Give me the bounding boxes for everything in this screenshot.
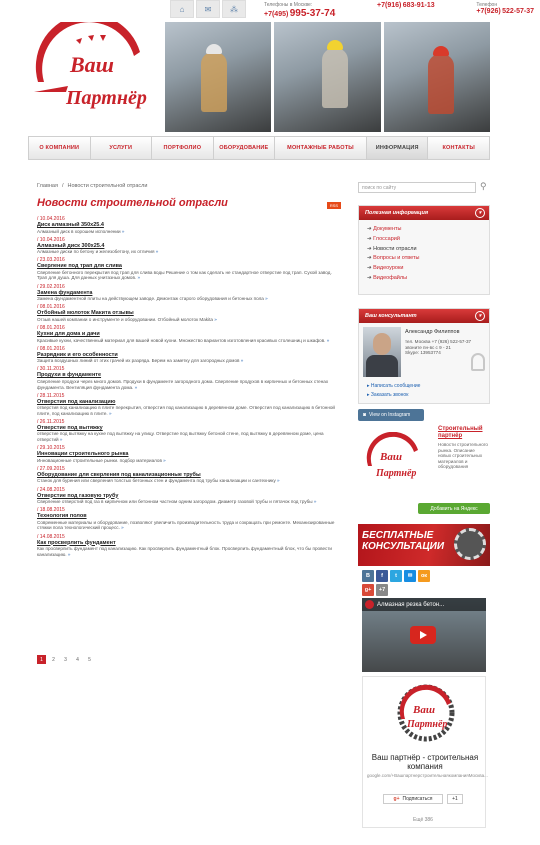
rss-icon[interactable]: RSS (327, 202, 341, 209)
news-description-text: Отзыв нашей компании о инструменте и оборудовании. Отбойный молоток Makita (37, 316, 213, 322)
consultant-header (359, 309, 489, 323)
news-item (37, 325, 342, 343)
social-share-icon[interactable]: В (362, 570, 374, 582)
news-title[interactable]: Диск алмазный 350x25.4 (37, 222, 104, 228)
page-link[interactable]: 5 (88, 656, 91, 663)
consultant-photo (363, 327, 401, 377)
useful-info-header (359, 206, 489, 220)
news-description-text: Как просверлить фундамент под канализацию. Как просверлить фундаментный блок. Просверлить фундаментный блок, что бы провести канализацию. (37, 546, 333, 557)
news-description (37, 229, 342, 235)
instagram-button[interactable] (358, 409, 424, 421)
news-description-text: Сверление отверстий под газ в кирпичном или бетонном частном одним загородом. Диаметр газовой трубы и пятачок под трубы (37, 499, 313, 505)
news-date: / 08.01.2016 (37, 325, 65, 332)
news-title[interactable]: Как просверлить фундамент (37, 539, 116, 546)
phone-number[interactable]: 522-57-37 (502, 8, 534, 15)
useful-info-title: Полезная информация (365, 210, 429, 216)
news-title[interactable]: Оборудование для сверления под канализационные трубы (37, 471, 201, 478)
useful-info-item[interactable]: ➔ Новости отрасли (367, 245, 481, 255)
youtube-channel-logo (391, 683, 461, 743)
news-title[interactable]: Замена фундамента (37, 289, 93, 296)
nav-installation[interactable]: МОНТАЖНЫЕ РАБОТЫ (274, 136, 366, 160)
news-item (37, 257, 342, 281)
news-title[interactable]: Инновации строительного рынка (37, 451, 129, 458)
consultant-skype[interactable]: Skype: 13953774 (405, 350, 441, 356)
instagram-description: Новости строительного рынка. Описание новых строительных материалов и оборудования (438, 442, 488, 470)
phone-prefix: +7(926) (476, 8, 501, 15)
news-description (37, 499, 342, 505)
news-description-text: Алмазные диски по бетону и железобетону, их отличия (37, 249, 155, 255)
svg-text:Партнёр: Партнёр (407, 719, 448, 730)
news-item (37, 237, 342, 255)
news-title[interactable]: Технология полов (37, 513, 87, 520)
phone-prefix: +7(495) (264, 11, 289, 18)
consultant-box (358, 308, 490, 404)
news-title[interactable]: Алмазный диск 300x25.4 (37, 242, 105, 249)
social-share-icon[interactable]: ок (418, 570, 430, 582)
phone-number[interactable]: 683-91-13 (402, 2, 435, 9)
read-more-link[interactable]: » (163, 457, 166, 463)
social-buttons (362, 570, 432, 596)
useful-info-item[interactable]: ➔ Видеофайлы (367, 274, 481, 284)
useful-info-list (359, 220, 489, 289)
read-more-link[interactable]: » (121, 525, 124, 531)
news-description (37, 317, 342, 323)
read-more-link[interactable]: » (214, 316, 217, 322)
news-item (37, 346, 342, 364)
nav-equipment[interactable]: ОБОРУДОВАНИЕ (213, 136, 275, 160)
news-description (37, 270, 342, 281)
read-more-link[interactable]: » (313, 499, 317, 505)
page-link[interactable]: 4 (76, 656, 79, 663)
news-item (37, 304, 342, 322)
chevron-down-icon[interactable]: ▾ (475, 208, 485, 218)
read-more-link[interactable]: » (155, 249, 159, 255)
consultant-phone: тел. Москва +7 (926) 522-57-37 звоните пн-вс с 9 - 21 (405, 339, 472, 350)
read-more-link[interactable]: » (134, 384, 138, 390)
instagram-logo (362, 432, 422, 486)
news-description-text: отверстие под вытяжку на кухне под вытяжку на улицу. Отверстие под вытяжку бетоной стене, под вытяжку в деревянном доме, цена отверстий (37, 431, 324, 443)
search-icon[interactable]: ⚲ (480, 181, 487, 191)
news-title[interactable]: Отверстие под вытяжку (37, 424, 103, 431)
news-description-text: Красивые кухни, качественный материал для вашей новой кухни. Множество вариантов изготовления красивых столешниц и шкафов. (37, 337, 326, 343)
news-title[interactable]: Кухни для дома и дачи (37, 331, 100, 338)
useful-info-item[interactable]: ➔ Вопросы и ответы (367, 254, 481, 264)
news-date: / 08.01.2016 (37, 304, 65, 311)
phone-block-3 (476, 2, 534, 19)
useful-info-item[interactable]: ➔ Глоссарий (367, 235, 481, 245)
read-more-link[interactable]: » (109, 410, 112, 416)
news-date: / 10.04.2016 (37, 236, 65, 243)
phone-block-1 (264, 2, 335, 19)
main-nav (28, 136, 490, 160)
news-item (37, 216, 342, 234)
home-icon[interactable]: ⌂ (170, 0, 194, 18)
phone-label: Телефоны в Москве: (264, 2, 313, 8)
video-player[interactable] (362, 598, 486, 672)
useful-info-box (358, 205, 490, 295)
news-item (37, 419, 342, 443)
page-link[interactable]: 3 (64, 656, 67, 663)
order-call-label: Заказать звонок (370, 392, 409, 398)
news-description (37, 296, 342, 302)
header-banner (165, 22, 490, 132)
instagram-card (358, 424, 490, 502)
news-date: / 10.04.2016 (37, 216, 65, 222)
banner-photo-1 (165, 22, 271, 132)
mail-icon[interactable]: ✉ (196, 0, 220, 18)
consultant-card (359, 323, 489, 405)
news-description-text: Сверление бетонного перекрытия под трап для слива воды Решение о том как сделать не стандартное отверстие под трап. Сухой завод. Трап для душа. Для данных унитазных домов. (37, 269, 332, 281)
youtube-card (362, 676, 486, 828)
video-title-bar (362, 598, 486, 611)
news-item (37, 393, 342, 417)
read-more-link[interactable]: » (67, 551, 71, 557)
phone-block-2 (377, 2, 435, 19)
news-date: / 28.11.2015 (37, 392, 65, 399)
news-description (37, 458, 342, 464)
news-description-text: Сверление продухи через много домов. Продухи в фундаменте загородного дома. Сверление продухов в кирпичных и бетонных стенах фундамента. Вентиляция фундамента дома. (37, 378, 329, 390)
news-description-text: Инновационные строительные рынки. подбор материалов (37, 457, 162, 463)
social-share-icon[interactable]: t (390, 570, 402, 582)
useful-info-item[interactable]: ➔ Документы (367, 225, 481, 235)
news-title[interactable]: Сверление под трап для слива (37, 263, 122, 270)
top-icons (170, 0, 246, 18)
news-description (37, 338, 342, 344)
news-title[interactable]: Продухи в фундаменте (37, 372, 102, 379)
social-share-icon[interactable]: +7 (376, 584, 388, 596)
instagram-title[interactable]: Строительный партнёр (438, 426, 483, 439)
news-item (37, 366, 342, 390)
page-title: Новости строительной отрасли (37, 197, 228, 209)
free-banner-line2: КОНСУЛЬТАЦИИ (362, 541, 445, 552)
news-description-text: Современные материалы и оборудование, позволяют увеличить производительность труда и сокращать при ремонте. Механизированные стяжки пола технологический процесс. (37, 519, 335, 531)
chevron-down-icon[interactable]: ▾ (475, 311, 485, 321)
news-date: / 18.08.2015 (37, 507, 65, 514)
site-logo[interactable] (28, 22, 156, 122)
read-more-link[interactable]: » (137, 275, 141, 281)
news-item (37, 534, 342, 558)
instagram-label: View on Instagram (369, 412, 411, 418)
yandex-button[interactable]: Добавить на Яндекс (418, 503, 490, 514)
news-date: / 30.11.2015 (37, 366, 65, 373)
news-title[interactable]: Разрядник и его особенности (37, 351, 118, 358)
social-share-icon[interactable]: f (376, 570, 388, 582)
page-link[interactable]: 1 (37, 655, 46, 664)
write-message-label: Написать сообщение (370, 383, 421, 389)
consultant-contacts (405, 339, 475, 356)
news-title[interactable]: Отбойный молоток Макита отзывы (37, 310, 134, 317)
nav-portfolio[interactable]: ПОРТФОЛИО (151, 136, 213, 160)
news-description (37, 478, 342, 484)
banner-photo-2 (274, 22, 380, 132)
page-link[interactable]: 2 (52, 656, 55, 663)
consultant-title: Ваш консультант (365, 313, 417, 319)
news-description (37, 249, 342, 255)
read-more-link[interactable]: » (121, 228, 125, 234)
news-list (37, 216, 342, 560)
read-more-link[interactable]: » (240, 358, 244, 364)
news-date: / 14.08.2015 (37, 533, 65, 540)
news-description (37, 520, 342, 531)
breadcrumb (37, 183, 147, 189)
news-description-text: Замена фундаментной плиты на действующем заводе. Демонтаж старого оборудования и бетонных пола (37, 296, 264, 302)
news-description (37, 546, 342, 557)
news-date: / 29.02.2016 (37, 283, 65, 290)
read-more-link[interactable]: » (59, 437, 63, 443)
news-item (37, 507, 342, 531)
breadcrumb-separator: / (61, 183, 64, 189)
nav-about[interactable]: О КОМПАНИИ (28, 136, 90, 160)
phone-label: Телефон (476, 2, 498, 8)
breadcrumb-home[interactable]: Главная (37, 183, 58, 189)
nav-contacts[interactable]: КОНТАКТЫ (427, 136, 490, 160)
news-description-text: Защита воздушных линий от этих грачей их разряда. Берем на заметку для загородных домов (37, 358, 240, 364)
pagination (37, 655, 94, 664)
free-banner-line1: БЕСПЛАТНЫЕ (362, 530, 434, 541)
news-item (37, 466, 342, 484)
read-more-link[interactable]: » (326, 337, 330, 343)
subscribe-button[interactable] (383, 794, 443, 804)
read-more-link[interactable]: » (265, 296, 268, 302)
play-icon[interactable] (410, 626, 436, 644)
headset-icon (471, 353, 485, 371)
svg-text:Партнёр: Партнёр (376, 468, 417, 479)
search-input[interactable]: поиск по сайту (358, 182, 476, 193)
plus-one-button[interactable]: +1 (447, 794, 463, 804)
news-title[interactable]: Отверстия под канализацию (37, 398, 116, 405)
google-plus-icon: g+ (393, 796, 400, 802)
header-phones (264, 2, 534, 19)
nav-services[interactable]: УСЛУГИ (90, 136, 152, 160)
news-date: / 23.03.2016 (37, 257, 65, 264)
news-date: / 27.09.2015 (37, 465, 65, 472)
logo-text-2: Партнёр (66, 87, 147, 109)
phone-number[interactable]: 995-37-74 (289, 8, 336, 19)
news-description-text: отверстия под канализацию в плите перекрытия, отверстия под канализацию в деревянном доме. Отверстия под канализацию в бетонной плите, под канализацию в плите. (37, 405, 335, 416)
news-description (37, 431, 342, 442)
news-date: / 29.10.2015 (37, 445, 65, 452)
phone-prefix: +7(916) (377, 2, 402, 9)
order-call-link[interactable]: ▸ Заказать звонок (367, 392, 409, 398)
free-consult-banner[interactable] (358, 524, 490, 566)
youtube-channel-name[interactable]: Ваш партнёр - строительная компания (371, 753, 479, 771)
youtube-channel-url[interactable]: google.com/+ВашпартнерстроительнаякомпанияМосква... (367, 773, 488, 778)
banner-photo-3 (384, 22, 490, 132)
news-item (37, 284, 342, 302)
svg-text:Ваш: Ваш (380, 451, 402, 463)
channel-avatar (365, 600, 374, 609)
logo-text-1: Ваш (70, 52, 114, 77)
video-title[interactable]: Алмазная резка бетон... (377, 601, 445, 608)
nav-information[interactable]: ИНФОРМАЦИЯ (366, 136, 428, 160)
followers-count: Ещё 386 (413, 817, 433, 823)
news-description-text: Станок для бурения или сверления толстых бетонных стен и фундамента под трубы канализации и сантехнику (37, 478, 276, 484)
news-date: / 08.01.2016 (37, 345, 65, 352)
social-share-icon[interactable]: ✉ (404, 570, 416, 582)
news-item (37, 487, 342, 505)
news-date: / 24.08.2015 (37, 486, 65, 493)
breadcrumb-current: Новости строительной отрасли (67, 183, 148, 189)
saw-icon (454, 528, 486, 560)
subscribe-label: Подписаться (402, 796, 433, 802)
news-item (37, 445, 342, 463)
instagram-icon: ◙ (363, 412, 367, 418)
write-message-link[interactable]: ▸ Написать сообщение (367, 383, 421, 389)
svg-text:Ваш: Ваш (413, 704, 435, 716)
news-date: / 26.11.2015 (37, 418, 65, 425)
news-description (37, 379, 342, 390)
news-description-text: Алмазный диск в хорошем исполнении (37, 228, 121, 234)
news-description (37, 405, 342, 416)
news-title[interactable]: Отверстие под газовую трубу (37, 492, 119, 499)
useful-info-item[interactable]: ➔ Видеоуроки (367, 264, 481, 274)
read-more-link[interactable]: » (277, 478, 280, 484)
news-description (37, 358, 342, 364)
consultant-name: Александр Филиппов (405, 329, 460, 335)
sitemap-icon[interactable]: ⁂ (222, 0, 246, 18)
social-share-icon[interactable]: g+ (362, 584, 374, 596)
